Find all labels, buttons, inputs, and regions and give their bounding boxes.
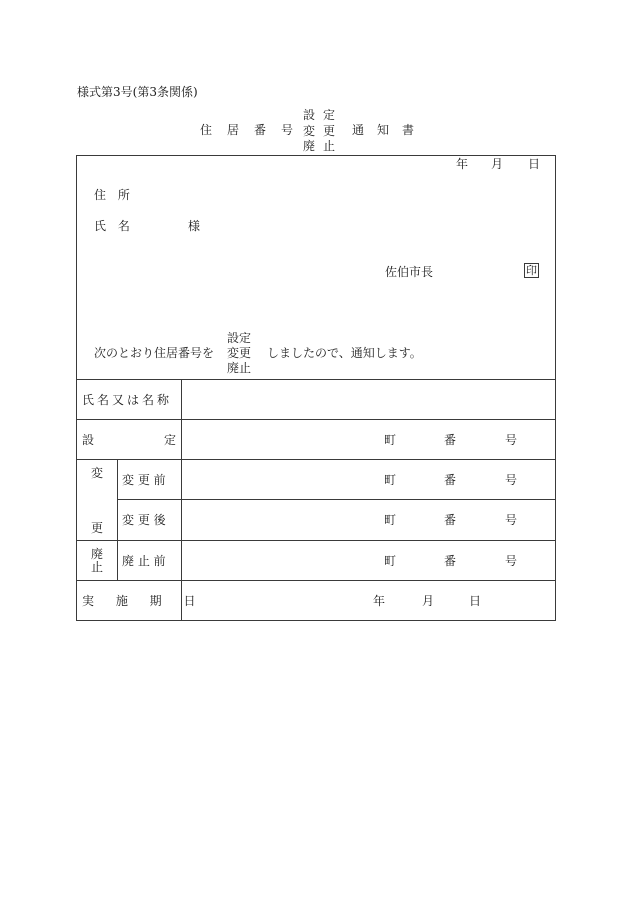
setting-row-label-a: 設 [82, 433, 95, 447]
effective-date-label: 実 施 期 日 [82, 594, 205, 608]
after-row-label: 変 更 後 [122, 513, 166, 527]
effective-year-unit: 年 [373, 594, 386, 608]
issue-date-day: 日 [528, 157, 541, 171]
after-block-unit: 番 [444, 513, 457, 527]
before-town-unit: 町 [384, 473, 397, 487]
name-label: 氏 名 [94, 219, 134, 233]
title-char: 書 [402, 123, 415, 137]
title-char: 居 [227, 123, 240, 137]
title-char: 住 [200, 123, 213, 137]
after-town-unit: 町 [384, 513, 397, 527]
title-option-setting: 設定 [303, 108, 344, 122]
name-honorific: 様 [188, 219, 201, 233]
form-number-label: 様式第3号(第3条関係) [77, 85, 198, 99]
seal-mark: 印 [526, 264, 537, 277]
before-block-unit: 番 [444, 473, 457, 487]
title-char: 番 [254, 123, 267, 137]
divider [77, 459, 555, 460]
notice-option-setting: 設定 [227, 331, 252, 345]
divider [117, 459, 118, 580]
notice-option-abolish: 廃止 [227, 361, 252, 375]
abolish-group-label-top: 廃 [91, 547, 104, 561]
divider [77, 580, 555, 581]
issue-date-month: 月 [491, 157, 504, 171]
abolish-number-unit: 号 [505, 554, 518, 568]
after-number-unit: 号 [505, 513, 518, 527]
change-group-label-bottom: 更 [91, 521, 104, 535]
abolish-group-label-bottom: 止 [91, 560, 104, 574]
title-char: 号 [281, 123, 294, 137]
title-option-stack [303, 108, 343, 155]
title-char: 通 [352, 123, 365, 137]
address-label: 住 所 [94, 188, 134, 202]
form-box [76, 155, 556, 621]
setting-town-unit: 町 [384, 433, 397, 447]
title-option-change: 変更 [303, 123, 344, 138]
setting-row-label-b: 定 [164, 433, 177, 447]
notice-option-change: 変更 [227, 346, 252, 360]
notice-option-stack [227, 331, 251, 376]
setting-number-unit: 号 [505, 433, 518, 447]
divider [77, 540, 555, 541]
divider [77, 379, 555, 380]
divider [117, 499, 555, 500]
issue-date-year: 年 [456, 157, 469, 171]
effective-day-unit: 日 [469, 594, 482, 608]
divider [77, 419, 555, 420]
effective-month-unit: 月 [422, 594, 435, 608]
title-option-abolish: 廃止 [303, 139, 344, 153]
notice-prefix: 次のとおり住居番号を [94, 346, 215, 360]
abolish-block-unit: 番 [444, 554, 457, 568]
change-group-label-top: 変 [91, 466, 104, 480]
before-number-unit: 号 [505, 473, 518, 487]
abolish-town-unit: 町 [384, 554, 397, 568]
abolish-row-label: 廃 止 前 [122, 554, 166, 568]
setting-block-unit: 番 [444, 433, 457, 447]
divider [181, 379, 182, 621]
before-row-label: 変 更 前 [122, 473, 166, 487]
notice-suffix: しましたので、通知します。 [267, 346, 422, 360]
title-char: 知 [377, 123, 390, 137]
name-row-label: 氏名又は名称 [82, 393, 173, 407]
issuer-title: 佐伯市長 [385, 265, 434, 279]
